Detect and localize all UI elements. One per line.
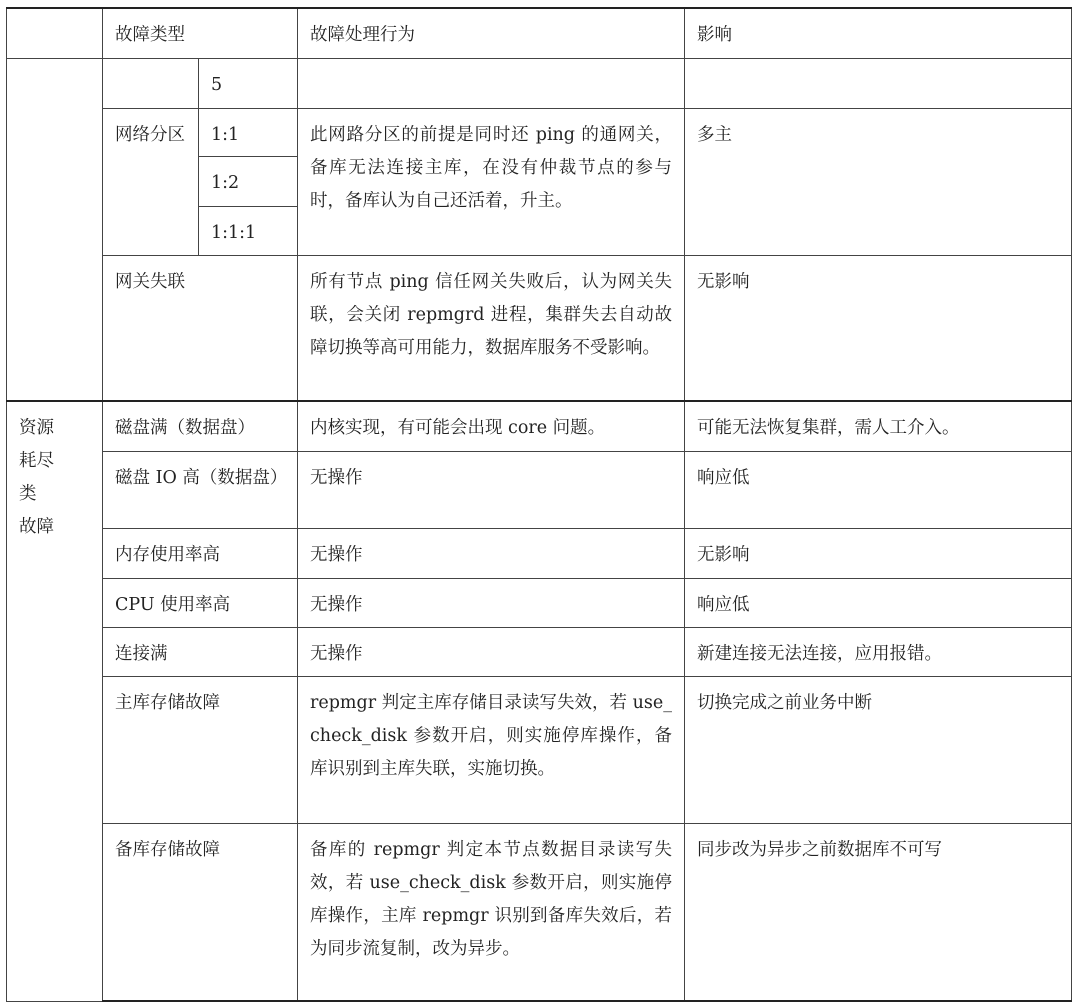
table-row <box>7 627 1072 676</box>
impact-cell: 新建连接无法连接，应用报错。 <box>685 627 1072 676</box>
header-impact: 影响 <box>685 8 1072 58</box>
action-cell: 此网路分区的前提是同时还 ping 的通网关，备库无法连接主库，在没有仲裁节点的参与时，备库认为自己还活着，升主。 <box>298 108 685 255</box>
fault-type-cell: CPU 使用率高 <box>103 578 298 627</box>
category-cell <box>7 58 103 401</box>
table-row <box>7 401 1072 451</box>
action-cell: repmgr 判定主库存储目录读写失效，若 use_check_disk 参数开启，则实施停库操作，备库识别到主库失联，实施切换。 <box>298 676 685 823</box>
action-cell: 备库的 repmgr 判定本节点数据目录读写失效，若 use_check_disk 参数开启，则实施停库操作，主库 repmgr 识别到备库失效后，若为同步流复制，改为异步。 <box>298 823 685 1001</box>
fault-type-cell: 备库存储故障 <box>103 823 298 1001</box>
category-line: 资源 <box>19 418 54 438</box>
action-cell: 无操作 <box>298 451 685 528</box>
sub-type-cell: 5 <box>199 58 298 108</box>
category-line: 耗尽 <box>19 451 54 471</box>
fault-type-cell: 网络分区 <box>103 108 199 255</box>
action-cell: 无操作 <box>298 627 685 676</box>
impact-cell: 同步改为异步之前数据库不可写 <box>685 823 1072 1001</box>
impact-cell: 可能无法恢复集群，需人工介入。 <box>685 401 1072 451</box>
fault-type-cell: 主库存储故障 <box>103 676 298 823</box>
action-cell: 无操作 <box>298 528 685 578</box>
header-action: 故障处理行为 <box>298 8 685 58</box>
table-row <box>7 676 1072 823</box>
impact-cell: 无影响 <box>685 255 1072 401</box>
impact-cell: 无影响 <box>685 528 1072 578</box>
category-cell <box>7 401 103 1001</box>
impact-cell: 切换完成之前业务中断 <box>685 676 1072 823</box>
fault-type-cell: 内存使用率高 <box>103 528 298 578</box>
header-category <box>7 8 103 58</box>
table-row <box>7 58 1072 108</box>
fault-type-cell: 连接满 <box>103 627 298 676</box>
fault-type-cell: 网关失联 <box>103 255 298 401</box>
table-row <box>7 823 1072 1001</box>
fault-table <box>6 7 1072 1002</box>
sub-type-cell: 1:1 <box>199 108 298 156</box>
header-row <box>7 8 1072 58</box>
impact-cell: 多主 <box>685 108 1072 255</box>
action-cell: 无操作 <box>298 578 685 627</box>
category-line: 故障 <box>19 517 54 537</box>
impact-cell: 响应低 <box>685 451 1072 528</box>
action-cell: 所有节点 ping 信任网关失败后，认为网关失联，会关闭 repmgrd 进程，集群失去自动故障切换等高可用能力，数据库服务不受影响。 <box>298 255 685 401</box>
fault-type-cell: 磁盘 IO 高（数据盘） <box>103 451 298 528</box>
sub-type-cell: 1:2 <box>199 156 298 206</box>
category-line: 类 <box>19 484 37 504</box>
fault-type-cell <box>103 58 199 108</box>
action-cell: 内核实现，有可能会出现 core 问题。 <box>298 401 685 451</box>
header-fault-type: 故障类型 <box>103 8 298 58</box>
table-row <box>7 451 1072 528</box>
table-row <box>7 578 1072 627</box>
fault-type-cell: 磁盘满（数据盘） <box>103 401 298 451</box>
impact-cell: 响应低 <box>685 578 1072 627</box>
action-cell <box>298 58 685 108</box>
table-row <box>7 255 1072 401</box>
sub-type-cell: 1:1:1 <box>199 206 298 255</box>
table-row <box>7 528 1072 578</box>
impact-cell <box>685 58 1072 108</box>
table-row <box>7 108 1072 156</box>
